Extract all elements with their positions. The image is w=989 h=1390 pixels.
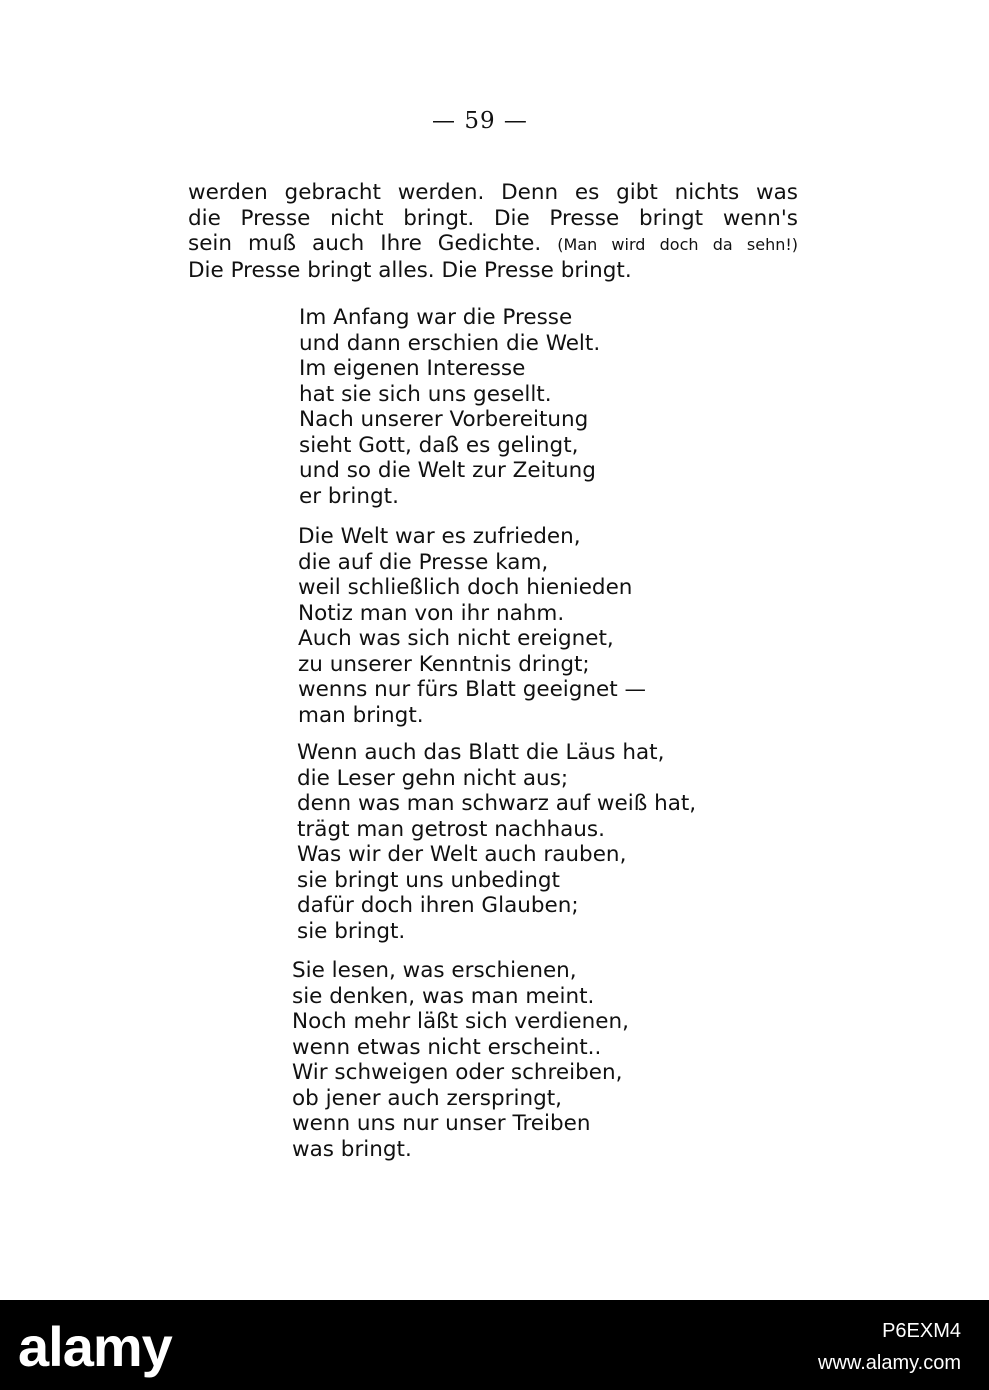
verse-line: man bringt.: [298, 702, 424, 728]
page-number: — 59 —: [432, 108, 528, 134]
verse-line: weil schließlich doch hienieden: [298, 575, 633, 600]
verse-line: Wenn auch das Blatt die Läus hat,: [297, 740, 665, 765]
verse-line: Notiz man von ihr nahm.: [298, 600, 565, 626]
site-url: www.alamy.com: [818, 1352, 961, 1374]
poem-stanza: [299, 305, 719, 509]
verse-line: denn was man schwarz auf weiß hat,: [297, 791, 697, 816]
poem-stanza: [292, 958, 712, 1162]
verse-line: und dann erschien die Welt.: [299, 330, 601, 356]
verse-line: sie bringt uns unbedingt: [297, 867, 560, 893]
verse-line: ob jener auch zerspringt,: [292, 1085, 562, 1111]
prose-line: die Presse nicht bringt. Die Presse bringt wenn's: [188, 205, 798, 231]
verse-line: Auch was sich nicht ereignet,: [298, 626, 614, 651]
verse-line: wenns nur fürs Blatt geeignet —: [298, 677, 647, 702]
prose-paragraph: [188, 180, 798, 283]
verse-line: wenn uns nur unser Treiben: [292, 1111, 591, 1136]
verse-line: was bringt.: [292, 1136, 412, 1162]
verse-line: und so die Welt zur Zeitung: [299, 458, 596, 483]
verse-line: wenn etwas nicht erscheint..: [292, 1034, 602, 1060]
prose-line-text: sein muß auch Ihre Gedichte.: [188, 231, 542, 256]
image-id: P6EXM4: [882, 1320, 961, 1342]
verse-line: Nach unserer Vorbereitung: [299, 407, 589, 432]
verse-line: Noch mehr läßt sich verdienen,: [292, 1009, 629, 1034]
verse-line: Im eigenen Interesse: [299, 356, 526, 381]
poem-stanza: [297, 740, 717, 944]
alamy-logo: alamy: [18, 1315, 172, 1378]
watermark-footer: [0, 1300, 989, 1390]
verse-line: hat sie sich uns gesellt.: [299, 381, 552, 407]
verse-line: die Leser gehn nicht aus;: [297, 765, 569, 791]
verse-line: sie bringt.: [297, 918, 406, 944]
prose-line-with-aside: [188, 231, 798, 258]
verse-line: zu unserer Kenntnis dringt;: [298, 651, 590, 677]
prose-line: Die Presse bringt alles. Die Presse bringt.: [188, 257, 632, 283]
verse-line: Was wir der Welt auch rauben,: [297, 842, 627, 867]
prose-line: werden gebracht werden. Denn es gibt nichts was: [188, 180, 798, 205]
verse-line: Wir schweigen oder schreiben,: [292, 1060, 623, 1085]
verse-line: sieht Gott, daß es gelingt,: [299, 432, 579, 458]
verse-line: Die Welt war es zufrieden,: [298, 524, 581, 549]
verse-line: Im Anfang war die Presse: [299, 305, 573, 330]
verse-line: trägt man getrost nachhaus.: [297, 816, 605, 842]
poem-stanza: [298, 524, 718, 728]
prose-aside: (Man wird doch da sehn!): [557, 235, 798, 254]
verse-line: dafür doch ihren Glauben;: [297, 893, 579, 918]
verse-line: die auf die Presse kam,: [298, 549, 549, 575]
verse-line: er bringt.: [299, 483, 399, 509]
verse-line: sie denken, was man meint.: [292, 983, 595, 1009]
verse-line: Sie lesen, was erschienen,: [292, 958, 577, 983]
